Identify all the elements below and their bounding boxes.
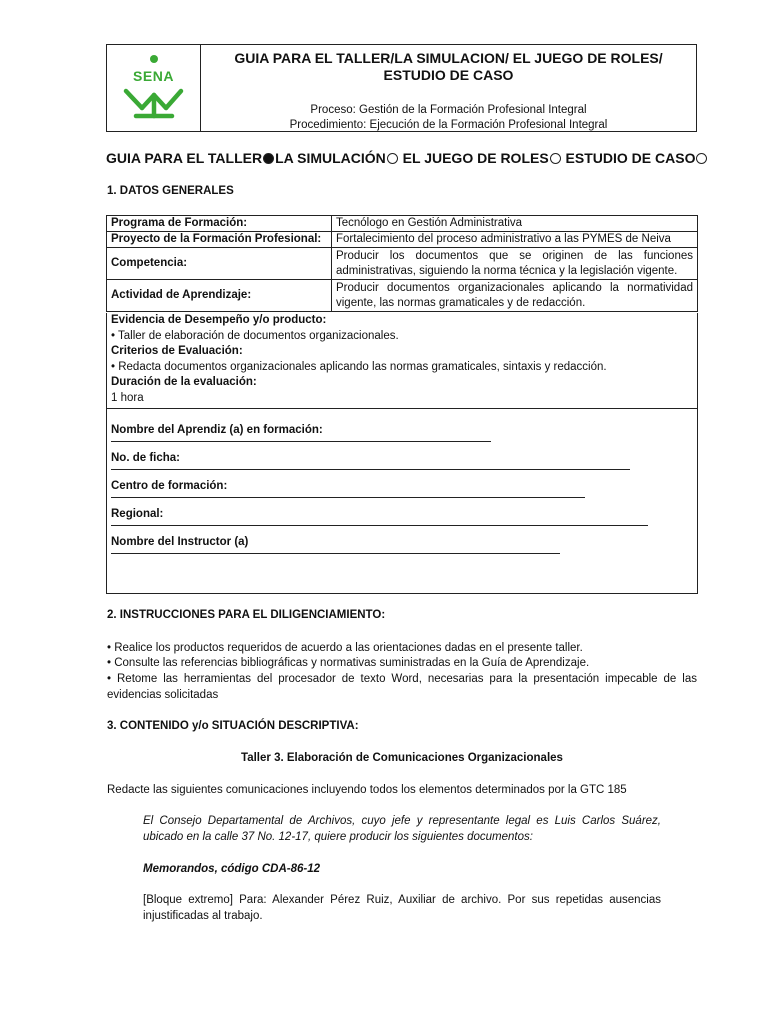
criterios-value: • Redacta documentos organizacionales aplicando las normas gramaticales, sintaxis y redacción. bbox=[111, 360, 607, 373]
criterios-label: Criterios de Evaluación: bbox=[111, 345, 243, 358]
table-row bbox=[107, 280, 698, 312]
general-data-table bbox=[106, 215, 698, 312]
option-simulacion-label: LA SIMULACIÓN bbox=[275, 150, 386, 166]
row-label: Competencia: bbox=[107, 248, 332, 280]
field-label-ficha: No. de ficha: bbox=[111, 452, 181, 464]
field-label-instructor: Nombre del Instructor (a) bbox=[111, 536, 249, 548]
evidencia-value: • Taller de elaboración de documentos organizacionales. bbox=[111, 329, 399, 342]
row-label: Programa de Formación: bbox=[107, 216, 332, 232]
case-text: El Consejo Departamental de Archivos, cuyo jefe y representante legal es Luis Carlos Suárez, ubicado en la calle 37 No. 12-17, quiere producir los siguientes documentos: bbox=[143, 815, 661, 843]
header-proceso: Proceso: Gestión de la Formación Profesional Integral bbox=[310, 104, 587, 116]
section3-title: 3. CONTENIDO y/o SITUACIÓN DESCRIPTIVA: bbox=[107, 720, 359, 732]
field-line-instructor[interactable] bbox=[111, 549, 560, 554]
learner-info-block bbox=[106, 408, 698, 594]
row-value: Producir los documentos que se originen de las funciones administrativas, siguiendo la norma técnica y la legislación vigente. bbox=[332, 248, 698, 280]
field-line-ficha[interactable] bbox=[111, 465, 630, 470]
option-taller-label: GUIA PARA EL TALLER bbox=[106, 150, 263, 166]
logo-cell bbox=[107, 45, 201, 131]
table-row bbox=[107, 216, 698, 232]
row-value: Tecnólogo en Gestión Administrativa bbox=[332, 216, 698, 232]
row-value: Fortalecimiento del proceso administrativo a las PYMES de Neiva bbox=[332, 232, 698, 248]
field-line-aprendiz[interactable] bbox=[111, 437, 491, 442]
radio-juego-icon[interactable] bbox=[550, 153, 561, 164]
radio-estudio-icon[interactable] bbox=[696, 153, 707, 164]
header-text bbox=[201, 45, 696, 131]
header-title-line1: GUIA PARA EL TALLER/LA SIMULACION/ EL JUEGO DE ROLES/ bbox=[234, 50, 663, 66]
field-label-aprendiz: Nombre del Aprendiz (a) en formación: bbox=[111, 424, 323, 436]
evidence-block bbox=[106, 313, 698, 409]
table-row bbox=[107, 232, 698, 248]
document-header bbox=[106, 44, 697, 132]
instruction-item: • Consulte las referencias bibliográficas y normativas suministradas en la Guía de Aprendizaje. bbox=[107, 657, 590, 669]
row-label: Actividad de Aprendizaje: bbox=[107, 280, 332, 312]
radio-taller-icon[interactable] bbox=[263, 153, 274, 164]
section1-title: 1. DATOS GENERALES bbox=[107, 185, 234, 197]
header-title-line2: ESTUDIO DE CASO bbox=[383, 67, 514, 83]
guide-type-selector bbox=[106, 150, 697, 166]
memo-title: Memorandos, código CDA-86-12 bbox=[143, 863, 320, 875]
memo-text: [Bloque extremo] Para: Alexander Pérez Ruiz, Auxiliar de archivo. Por sus repetidas ausencias injustificadas al trabajo. bbox=[143, 894, 661, 922]
field-label-regional: Regional: bbox=[111, 508, 164, 520]
taller-title: Taller 3. Elaboración de Comunicaciones Organizacionales bbox=[241, 752, 563, 764]
table-row bbox=[107, 248, 698, 280]
intro-text: Redacte las siguientes comunicaciones incluyendo todos los elementos determinados por la GTC 185 bbox=[107, 784, 627, 796]
sena-logo-text: SENA bbox=[133, 68, 174, 84]
field-label-centro: Centro de formación: bbox=[111, 480, 228, 492]
section2-title: 2. INSTRUCCIONES PARA EL DILIGENCIAMIENTO: bbox=[107, 609, 386, 621]
sena-logo-icon bbox=[107, 45, 200, 131]
instruction-item: • Realice los productos requeridos de acuerdo a las orientaciones dadas en el presente taller. bbox=[107, 642, 583, 654]
duracion-value: 1 hora bbox=[111, 391, 144, 404]
field-line-regional[interactable] bbox=[111, 521, 648, 526]
field-line-centro[interactable] bbox=[111, 493, 585, 498]
header-procedimiento: Procedimiento: Ejecución de la Formación Profesional Integral bbox=[289, 119, 608, 131]
radio-simulacion-icon[interactable] bbox=[387, 153, 398, 164]
row-label: Proyecto de la Formación Profesional: bbox=[107, 232, 332, 248]
duracion-label: Duración de la evaluación: bbox=[111, 376, 257, 389]
row-value: Producir documentos organizacionales aplicando la normatividad vigente, las normas gramaticales y de redacción. bbox=[332, 280, 698, 312]
instruction-item: • Retome las herramientas del procesador de texto Word, necesarias para la presentación impecable de las evidencias solicitadas bbox=[107, 673, 697, 701]
evidencia-label: Evidencia de Desempeño y/o producto: bbox=[111, 314, 327, 326]
option-juego-label: EL JUEGO DE ROLES bbox=[398, 150, 549, 166]
option-estudio-label: ESTUDIO DE CASO bbox=[561, 150, 696, 166]
